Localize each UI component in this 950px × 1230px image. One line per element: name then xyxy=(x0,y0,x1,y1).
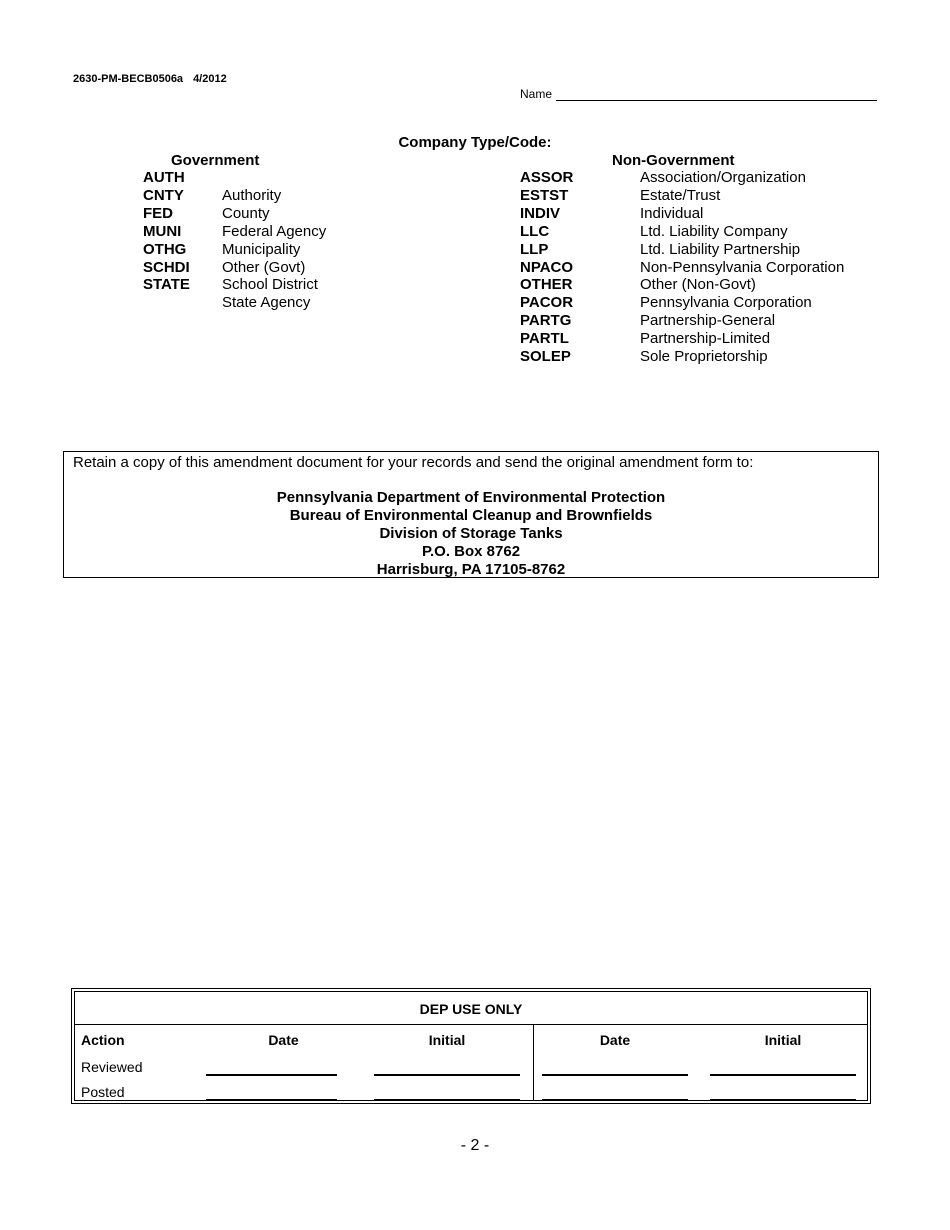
page-number: - 2 - xyxy=(460,1137,490,1154)
nongov-description: Partnership-Limited xyxy=(640,330,771,348)
nongov-code: PARTG xyxy=(520,312,572,330)
non-government-codes xyxy=(520,169,573,366)
nongov-description: Sole Proprietorship xyxy=(640,348,768,366)
gov-code: SCHDI xyxy=(143,258,190,276)
gov-code: FED xyxy=(143,204,173,222)
address-line: Bureau of Environmental Cleanup and Brownfields xyxy=(289,507,653,524)
nongov-description: Ltd. Liability Partnership xyxy=(640,240,801,258)
nongov-code: NPACO xyxy=(520,258,574,276)
non-government-descriptions xyxy=(640,169,844,366)
government-descriptions xyxy=(222,169,326,312)
dep-table-inner-border xyxy=(74,991,868,1101)
form-date: 4/2012 xyxy=(193,73,227,85)
nongov-code: INDIV xyxy=(520,204,561,222)
dep-use-only-title: DEP USE ONLY xyxy=(419,1001,523,1017)
form-number xyxy=(73,73,227,85)
col-header-initial-1: Initial xyxy=(428,1032,466,1048)
nongov-code: ASSOR xyxy=(520,169,574,186)
gov-description: Federal Agency xyxy=(222,222,327,240)
posted-date-2-line[interactable] xyxy=(542,1099,688,1101)
col-header-date-1: Date xyxy=(268,1032,299,1048)
reviewed-date-2-line[interactable] xyxy=(542,1074,688,1076)
government-codes xyxy=(143,169,190,294)
mailing-address xyxy=(64,489,878,579)
gov-description: Municipality xyxy=(222,240,301,258)
gov-description: Authority xyxy=(222,186,282,204)
gov-description: Other (Govt) xyxy=(222,258,306,276)
col-header-action: Action xyxy=(81,1032,125,1048)
posted-date-1-line[interactable] xyxy=(206,1099,337,1101)
gov-code: MUNI xyxy=(143,222,182,240)
nongov-description: Ltd. Liability Company xyxy=(640,222,788,240)
non-government-header: Non-Government xyxy=(612,152,735,169)
reviewed-date-1-line[interactable] xyxy=(206,1074,337,1076)
address-line: Harrisburg, PA 17105-8762 xyxy=(376,561,566,578)
nongov-description: Estate/Trust xyxy=(640,186,721,204)
nongov-code: SOLEP xyxy=(520,348,571,366)
nongov-description: Non-Pennsylvania Corporation xyxy=(640,258,845,276)
company-type-title: Company Type/Code: xyxy=(398,134,552,151)
col-header-date-2: Date xyxy=(599,1032,631,1048)
col-header-initial-2: Initial xyxy=(764,1032,802,1048)
nongov-code: LLP xyxy=(520,240,549,258)
reviewed-initial-1-line[interactable] xyxy=(374,1074,520,1076)
nongov-description: Association/Organization xyxy=(640,169,806,186)
mailing-instructions-box xyxy=(63,451,879,578)
government-header: Government xyxy=(171,152,260,169)
form-number-code: 2630-PM-BECB0506a xyxy=(73,73,184,85)
gov-code: CNTY xyxy=(143,186,184,204)
address-line: Division of Storage Tanks xyxy=(379,525,563,542)
posted-initial-2-line[interactable] xyxy=(710,1099,856,1101)
dep-header-divider xyxy=(75,1024,867,1025)
name-field-line[interactable] xyxy=(556,100,877,101)
name-label: Name xyxy=(520,87,553,101)
reviewed-initial-2-line[interactable] xyxy=(710,1074,856,1076)
nongov-description: Other (Non-Govt) xyxy=(640,276,756,294)
address-line: Pennsylvania Department of Environmental Protection xyxy=(276,489,666,506)
nongov-code: LLC xyxy=(520,222,550,240)
nongov-code: OTHER xyxy=(520,276,573,294)
nongov-code: PACOR xyxy=(520,294,574,312)
retain-instruction: Retain a copy of this amendment document for your records and send the original amendment form to: xyxy=(73,454,754,471)
nongov-code: ESTST xyxy=(520,186,569,204)
row-label-posted: Posted xyxy=(81,1084,125,1100)
posted-initial-1-line[interactable] xyxy=(374,1099,520,1101)
nongov-description: Individual xyxy=(640,204,704,222)
dep-use-only-table xyxy=(71,988,871,1104)
dep-column-divider xyxy=(533,1024,534,1100)
gov-description: State Agency xyxy=(222,294,311,312)
gov-code: OTHG xyxy=(143,240,187,258)
nongov-description: Pennsylvania Corporation xyxy=(640,294,812,312)
gov-code: AUTH xyxy=(143,169,185,186)
address-line: P.O. Box 8762 xyxy=(421,543,521,560)
gov-description: County xyxy=(222,204,270,222)
nongov-code: PARTL xyxy=(520,330,569,348)
gov-description: School District xyxy=(222,276,318,294)
nongov-description: Partnership-General xyxy=(640,312,776,330)
row-label-reviewed: Reviewed xyxy=(81,1059,143,1075)
gov-code: STATE xyxy=(143,276,190,294)
